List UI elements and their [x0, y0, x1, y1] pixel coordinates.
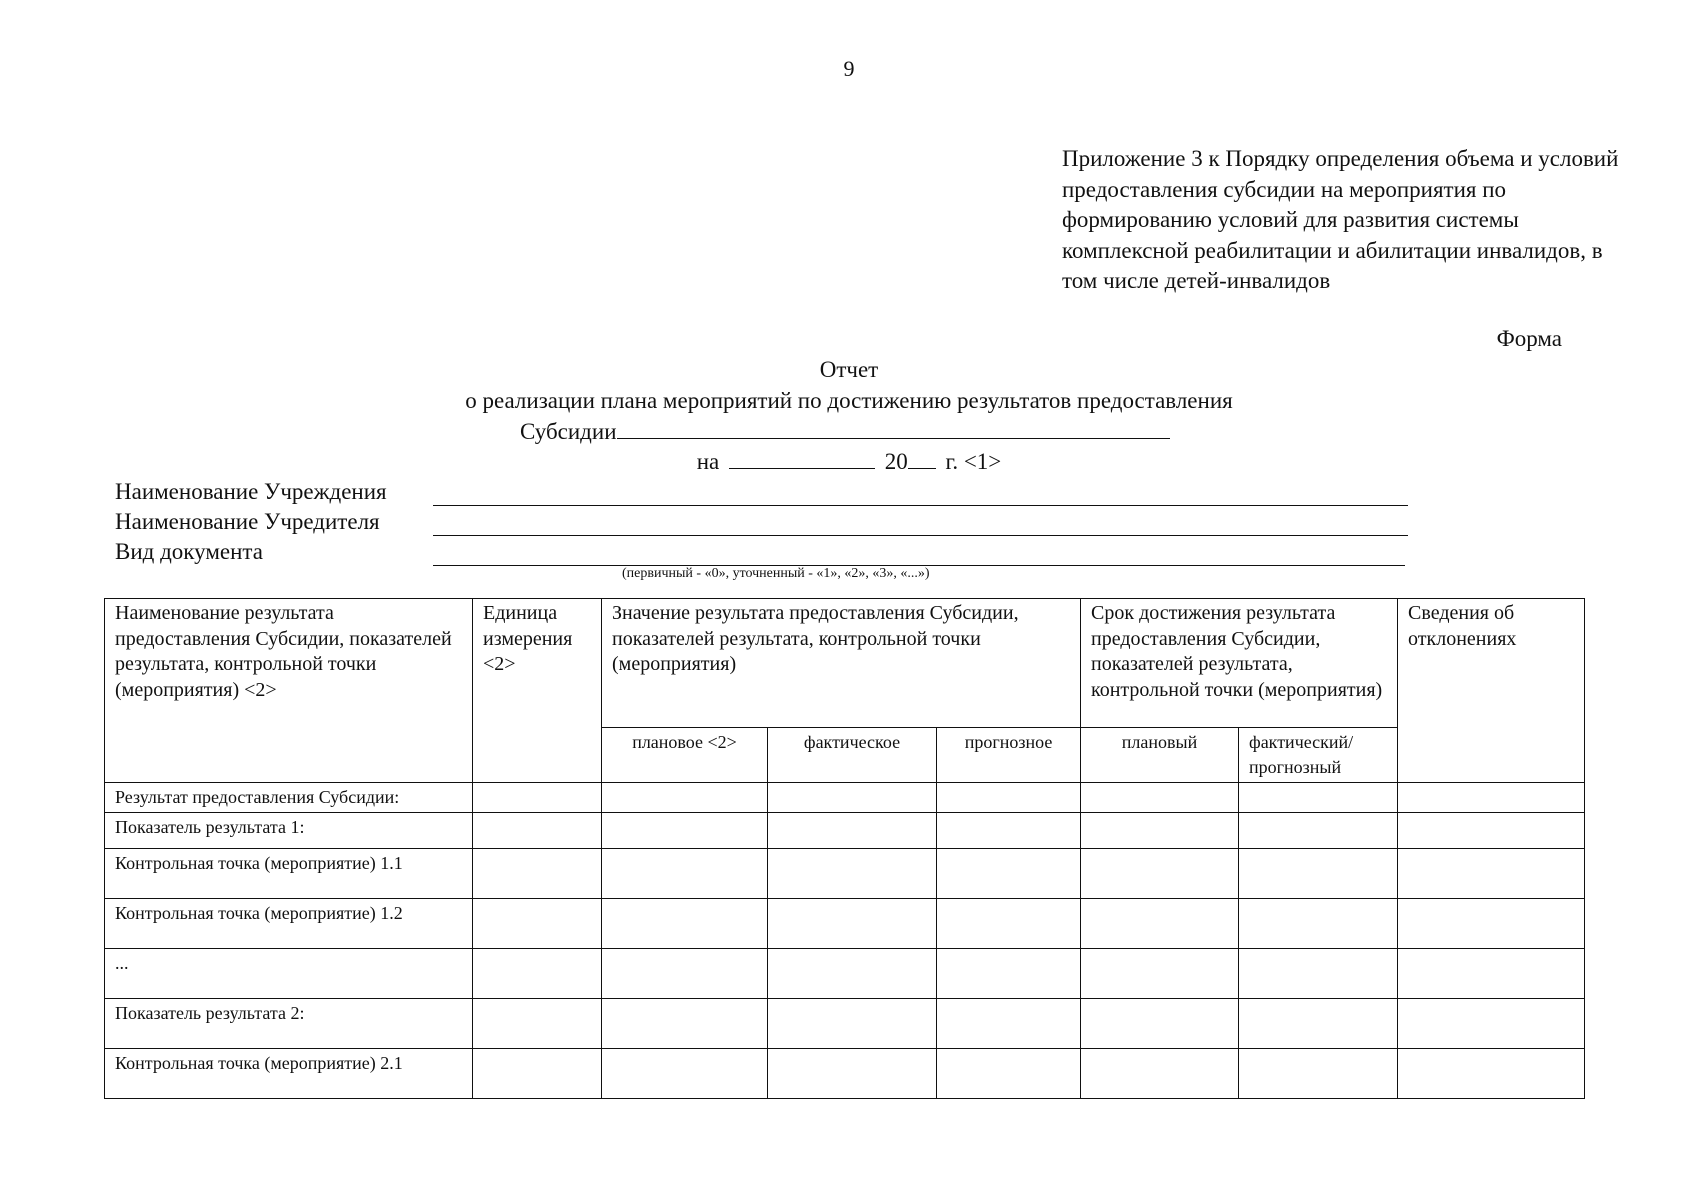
report-table [104, 598, 1585, 1099]
table-cell[interactable] [937, 1049, 1081, 1099]
table-cell[interactable] [473, 949, 602, 999]
header-row [105, 599, 1585, 728]
table-cell[interactable] [473, 999, 602, 1049]
table-row [105, 849, 1585, 899]
founder-label: Наименование Учредителя [115, 509, 380, 534]
row-label: Показатель результата 1: [105, 813, 473, 849]
table-cell[interactable] [1398, 849, 1585, 899]
subsidy-blank[interactable] [617, 416, 1170, 439]
table-cell[interactable] [602, 849, 768, 899]
table-cell[interactable] [1081, 1049, 1239, 1099]
row-label: Показатель результата 2: [105, 999, 473, 1049]
table-cell[interactable] [473, 1049, 602, 1099]
table-cell[interactable] [602, 1049, 768, 1099]
table-cell[interactable] [1398, 899, 1585, 949]
table-cell[interactable] [1081, 813, 1239, 849]
header-value: Значение результата предоставления Субсидии, показателей результата, контрольной точки (мероприятия) [602, 599, 1081, 728]
table-cell[interactable] [602, 813, 768, 849]
table-cell[interactable] [768, 813, 937, 849]
subsidy-line [520, 416, 1170, 445]
institution-label: Наименование Учреждения [115, 479, 387, 504]
date-prefix: на [696, 449, 720, 474]
table-cell[interactable] [937, 849, 1081, 899]
table-cell[interactable] [937, 899, 1081, 949]
header-unit: Единица измерения <2> [473, 599, 602, 783]
table-cell[interactable] [937, 949, 1081, 999]
table-cell[interactable] [768, 849, 937, 899]
table-row [105, 1049, 1585, 1099]
table-cell[interactable] [1239, 813, 1398, 849]
founder-input-line[interactable] [433, 535, 1408, 536]
table-cell[interactable] [1398, 949, 1585, 999]
row-label: Контрольная точка (мероприятие) 2.1 [105, 1049, 473, 1099]
table-cell[interactable] [1239, 999, 1398, 1049]
table-row [105, 949, 1585, 999]
table-cell[interactable] [1081, 949, 1239, 999]
table-cell[interactable] [937, 813, 1081, 849]
table-cell[interactable] [473, 813, 602, 849]
row-label: Контрольная точка (мероприятие) 1.1 [105, 849, 473, 899]
report-title: Отчет [819, 357, 879, 382]
table-cell[interactable] [1239, 783, 1398, 813]
table-cell[interactable] [1239, 849, 1398, 899]
institution-input-line[interactable] [433, 505, 1408, 506]
subheader-actual-value: фактическое [768, 728, 937, 783]
table-cell[interactable] [1081, 899, 1239, 949]
table-row [105, 999, 1585, 1049]
table-row [105, 899, 1585, 949]
table-cell[interactable] [602, 899, 768, 949]
table-cell[interactable] [1081, 999, 1239, 1049]
table-cell[interactable] [1081, 783, 1239, 813]
row-label: Результат предоставления Субсидии: [105, 783, 473, 813]
table-cell[interactable] [1398, 813, 1585, 849]
subheader-planned-deadline: плановый [1081, 728, 1239, 783]
header-deadline: Срок достижения результата предоставления Субсидии, показателей результата, контрольной точки (мероприятия) [1081, 599, 1398, 728]
report-subtitle: о реализации плана мероприятий по достижению результатов предоставления [465, 388, 1233, 413]
table-cell[interactable] [1239, 949, 1398, 999]
table-row [105, 813, 1585, 849]
date-blank[interactable] [729, 446, 875, 469]
subheader-forecast-value: прогнозное [937, 728, 1081, 783]
table-cell[interactable] [473, 849, 602, 899]
subheader-planned-value: плановое <2> [602, 728, 768, 783]
subheader-actual-forecast-deadline: фактический/ прогнозный [1239, 728, 1398, 783]
doc-type-label: Вид документа [115, 539, 263, 564]
row-label: Контрольная точка (мероприятие) 1.2 [105, 899, 473, 949]
year-blank[interactable] [908, 446, 936, 469]
table-cell[interactable] [602, 949, 768, 999]
doc-type-hint: (первичный - «0», уточненный - «1», «2», «3», «...») [622, 566, 930, 581]
table-cell[interactable] [1239, 899, 1398, 949]
table-cell[interactable] [1081, 849, 1239, 899]
table-cell[interactable] [768, 783, 937, 813]
table-cell[interactable] [602, 999, 768, 1049]
header-result-name: Наименование результата предоставления Субсидии, показателей результата, контрольной точки (мероприятия) <2> [105, 599, 473, 783]
appendix-note: Приложение 3 к Порядку определения объема и условий предоставления субсидии на мероприятия по формированию условий для развития системы комплексной реабилитации и абилитации инвалидов, в том числе детей-инвалидов [1062, 146, 1619, 293]
table-cell[interactable] [1398, 783, 1585, 813]
report-date-line [0, 446, 1698, 475]
table-cell[interactable] [937, 999, 1081, 1049]
year-prefix: 20 [884, 449, 908, 474]
row-label: ... [105, 949, 473, 999]
table-row [105, 783, 1585, 813]
table-cell[interactable] [768, 949, 937, 999]
table-cell[interactable] [602, 783, 768, 813]
table-cell[interactable] [768, 899, 937, 949]
header-deviations: Сведения об отклонениях [1398, 599, 1585, 783]
table-cell[interactable] [1398, 1049, 1585, 1099]
year-suffix: г. <1> [945, 449, 1002, 474]
table-cell[interactable] [473, 783, 602, 813]
table-cell[interactable] [1398, 999, 1585, 1049]
page-number: 9 [843, 56, 855, 81]
table-cell[interactable] [1239, 1049, 1398, 1099]
form-label: Форма [1496, 326, 1562, 351]
table-cell[interactable] [768, 1049, 937, 1099]
subsidy-label: Субсидии [520, 419, 617, 444]
table-cell[interactable] [473, 899, 602, 949]
table-cell[interactable] [937, 783, 1081, 813]
table-cell[interactable] [768, 999, 937, 1049]
